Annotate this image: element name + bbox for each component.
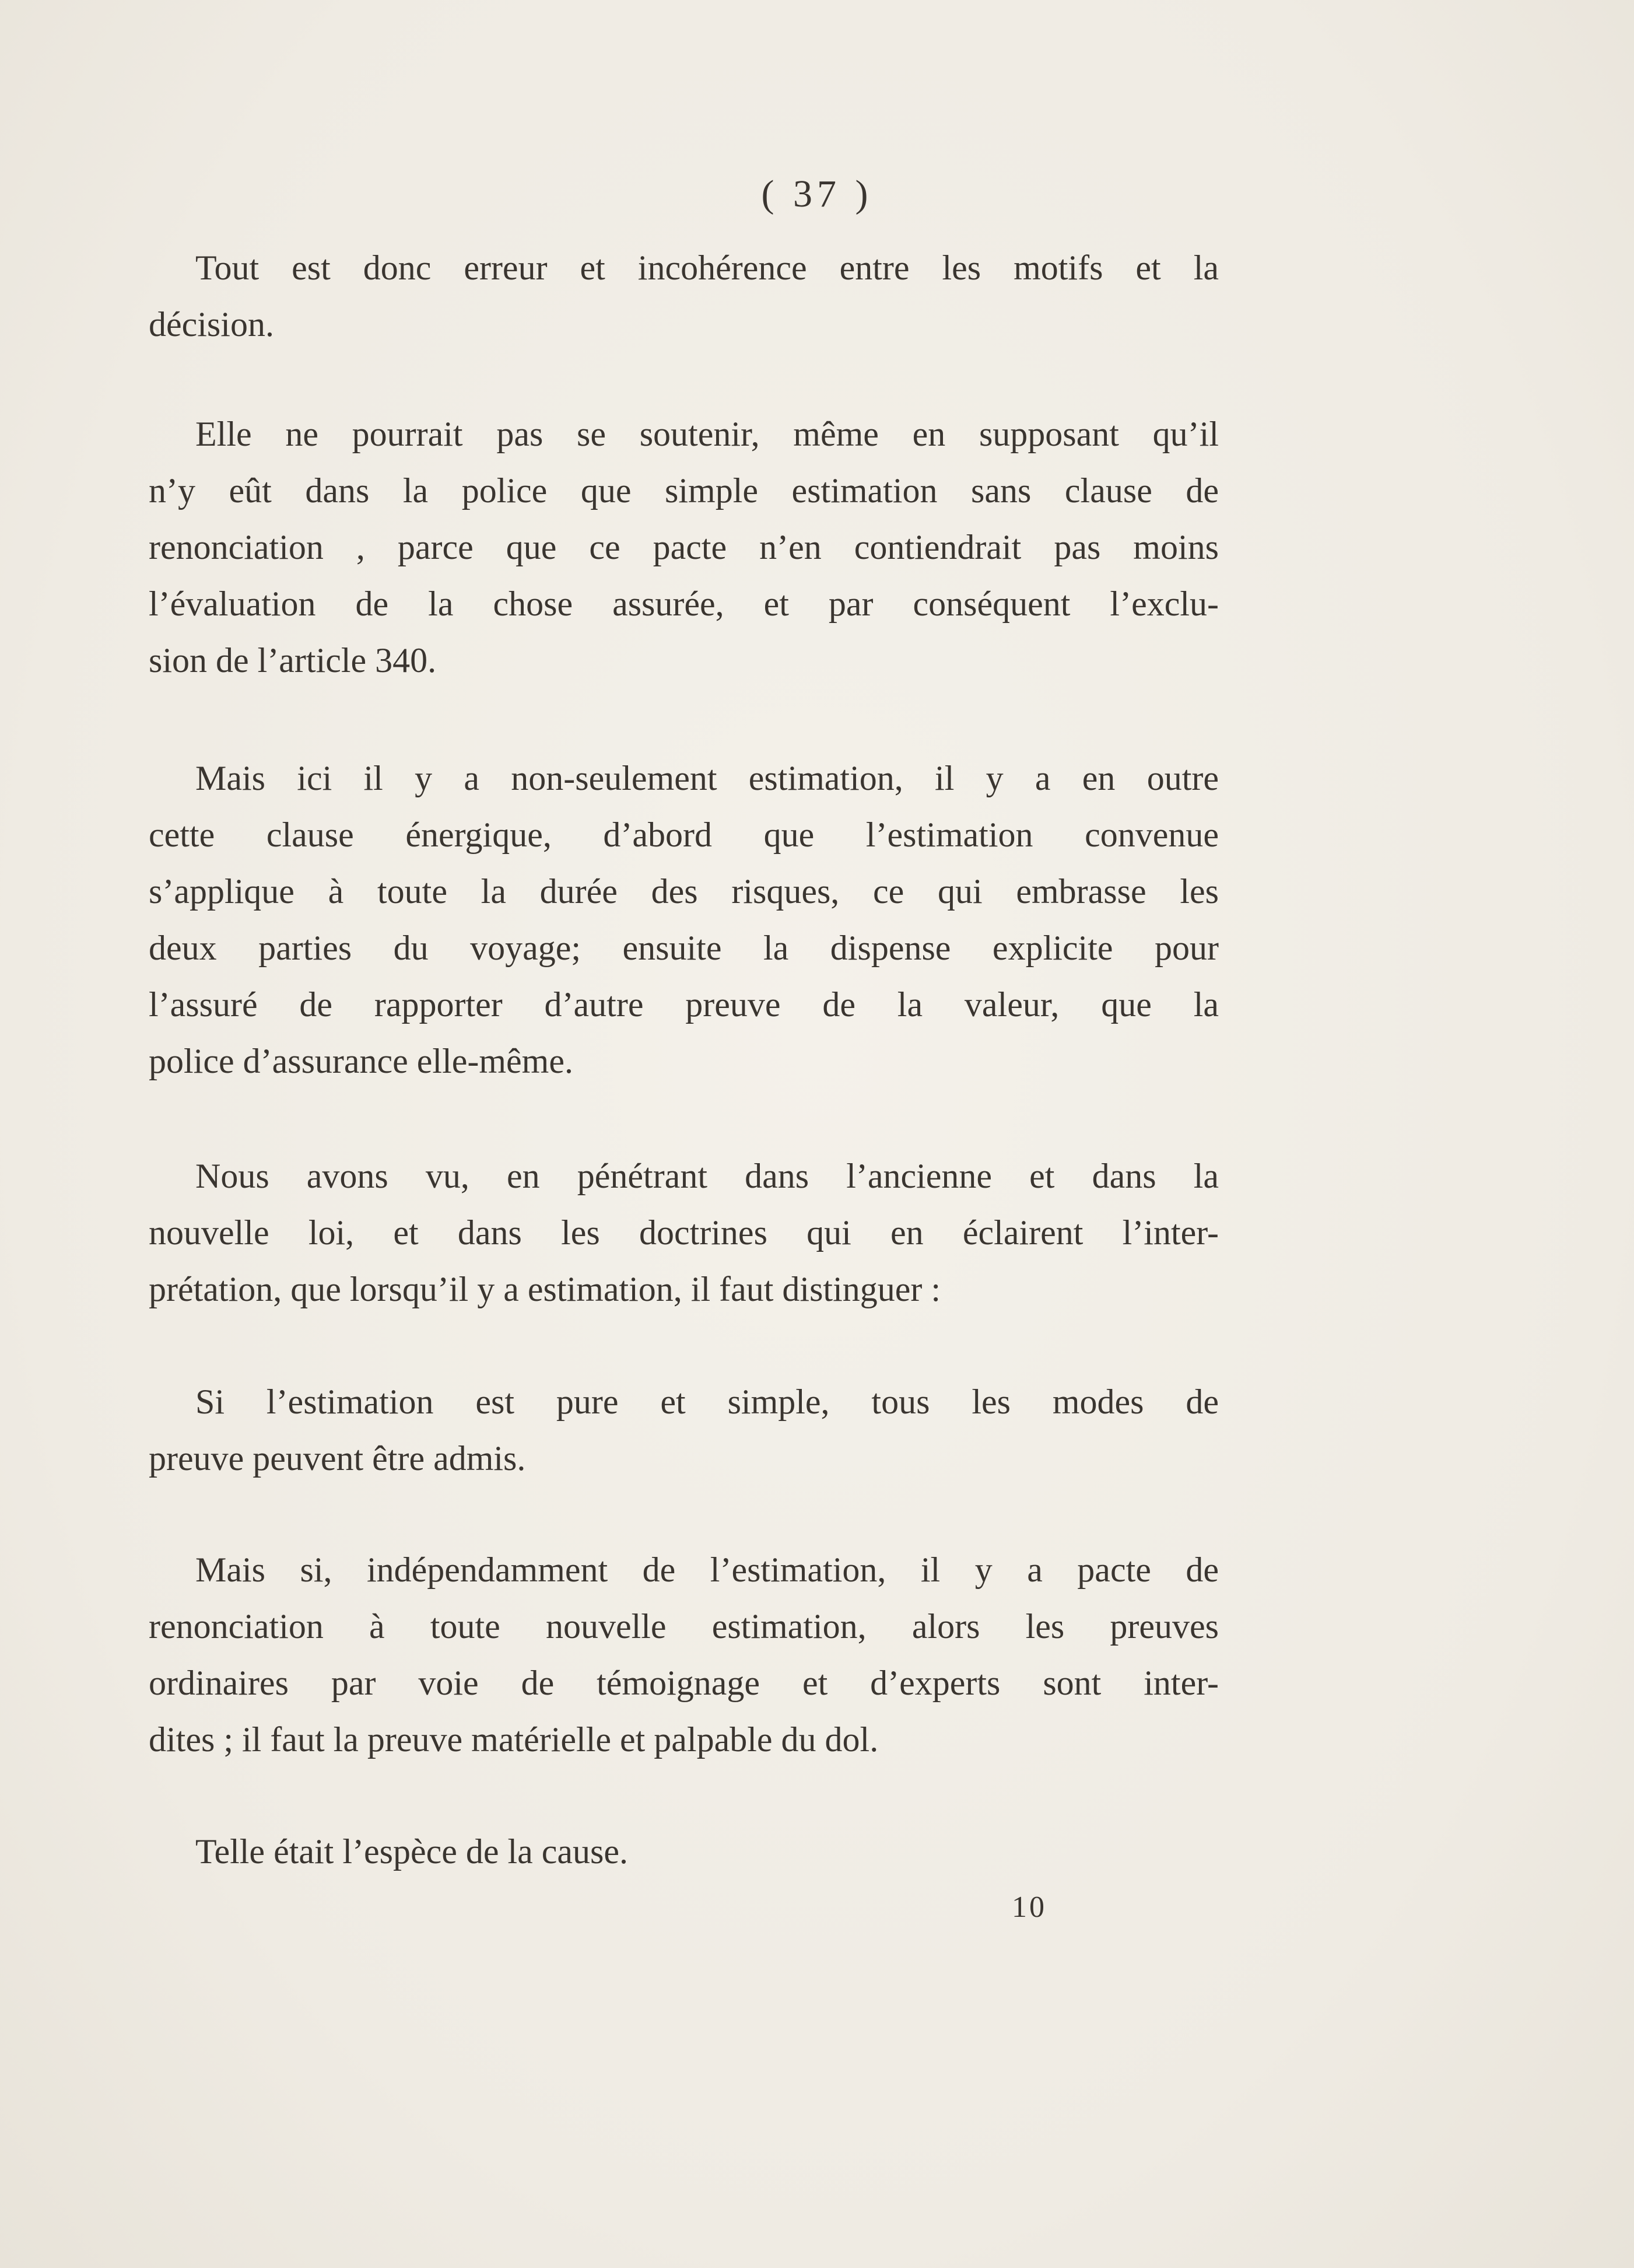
text-line: Nous avons vu, en pénétrant dans l’ancienne et dans la bbox=[195, 1157, 1219, 1195]
text-line: deux parties du voyage; ensuite la dispense explicite pour bbox=[149, 929, 1219, 967]
page-number-header: ( 37 ) bbox=[761, 173, 873, 215]
text-line: prétation, que lorsqu’il y a estimation, il faut distinguer : bbox=[149, 1270, 941, 1308]
text-line: renonciation à toute nouvelle estimation, alors les preuves bbox=[149, 1607, 1219, 1646]
text-line: l’évaluation de la chose assurée, et par conséquent l’exclu- bbox=[149, 584, 1219, 623]
text-line: nouvelle loi, et dans les doctrines qui en éclairent l’inter- bbox=[149, 1213, 1219, 1252]
text-line: Elle ne pourrait pas se soutenir, même en supposant qu’il bbox=[195, 415, 1219, 453]
text-line: renonciation , parce que ce pacte n’en contiendrait pas moins bbox=[149, 528, 1219, 566]
text-line: décision. bbox=[149, 305, 274, 344]
text-line: preuve peuvent être admis. bbox=[149, 1439, 526, 1478]
text-line: Mais ici il y a non-seulement estimation, il y a en outre bbox=[195, 759, 1219, 797]
text-line: n’y eût dans la police que simple estimation sans clause de bbox=[149, 471, 1219, 510]
text-line: ordinaires par voie de témoignage et d’experts sont inter- bbox=[149, 1664, 1219, 1702]
text-line: Mais si, indépendamment de l’estimation, il y a pacte de bbox=[195, 1550, 1219, 1589]
text-line: sion de l’article 340. bbox=[149, 641, 437, 680]
text-line: police d’assurance elle-même. bbox=[149, 1042, 573, 1080]
text-line: dites ; il faut la preuve matérielle et palpable du dol. bbox=[149, 1720, 879, 1759]
text-line: Tout est donc erreur et incohérence entre les motifs et la bbox=[195, 249, 1219, 287]
text-line: Telle était l’espèce de la cause. bbox=[195, 1832, 629, 1871]
signature-mark: 10 bbox=[1012, 1891, 1047, 1924]
text-line: s’applique à toute la durée des risques, ce qui embrasse les bbox=[149, 872, 1219, 911]
text-line: l’assuré de rapporter d’autre preuve de la valeur, que la bbox=[149, 985, 1219, 1024]
text-line: cette clause énergique, d’abord que l’estimation convenue bbox=[149, 816, 1219, 854]
text-line: Si l’estimation est pure et simple, tous les modes de bbox=[195, 1382, 1219, 1421]
